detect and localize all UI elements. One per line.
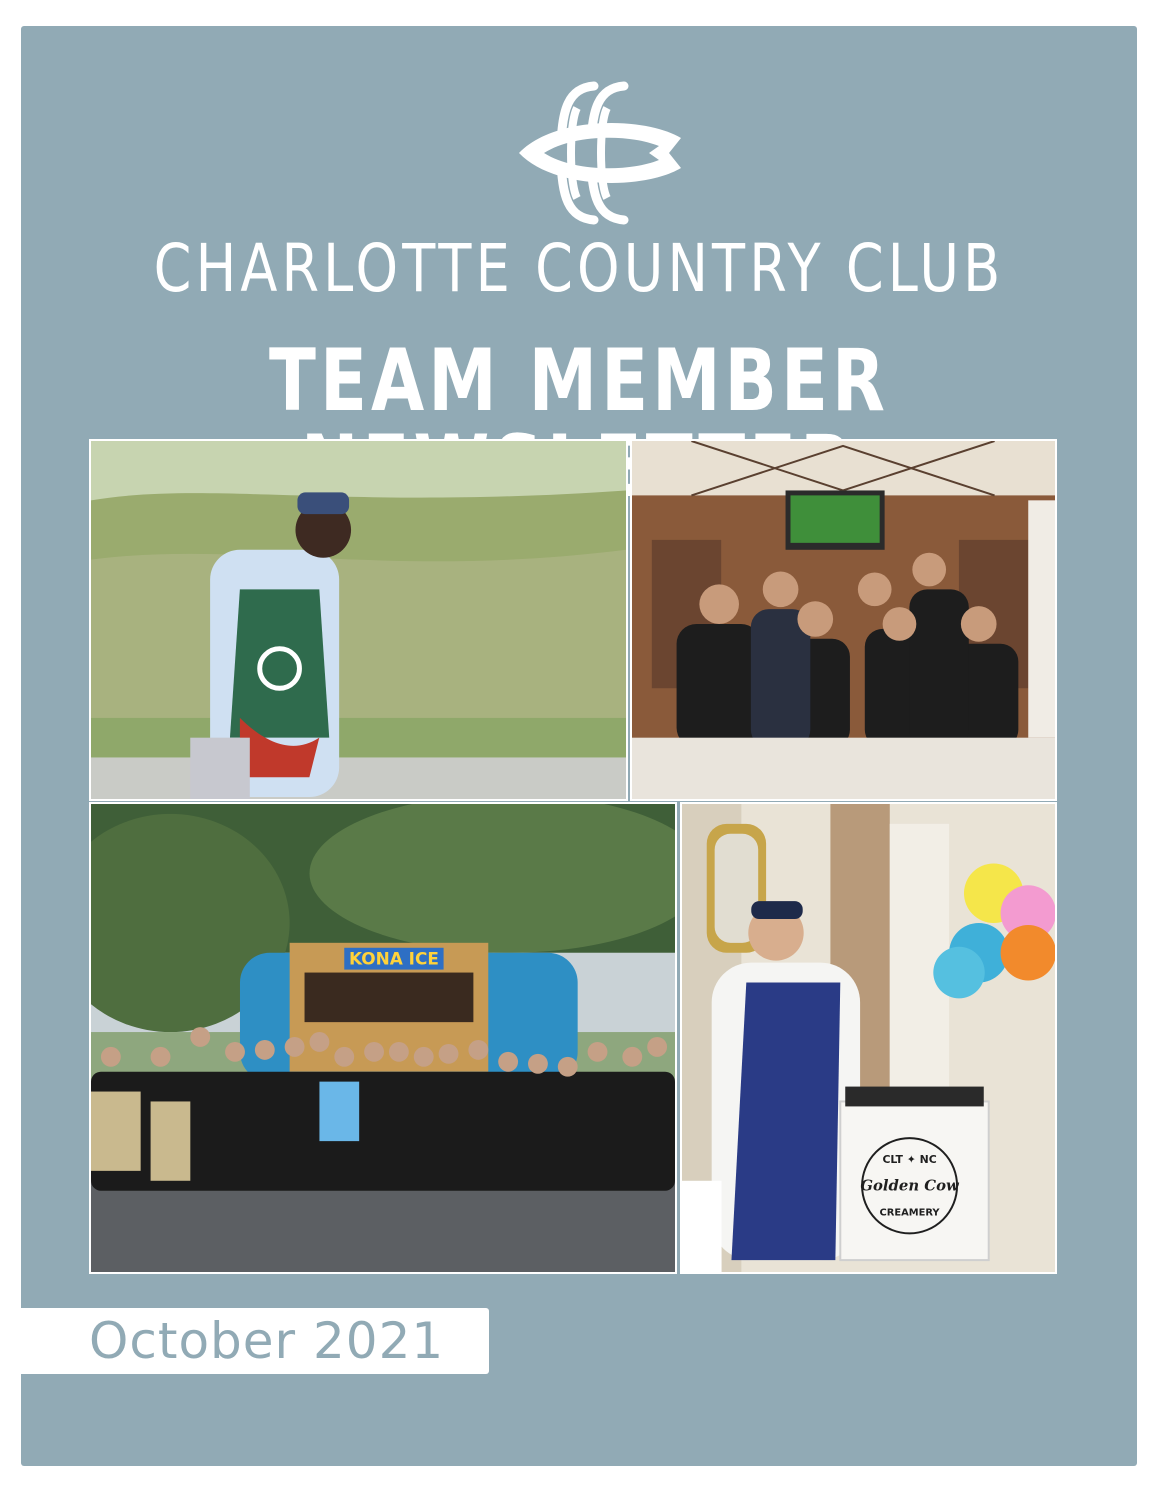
date-banner	[21, 1308, 489, 1374]
newsletter-title: TEAM MEMBER	[269, 331, 889, 431]
chef-photo	[680, 802, 1057, 1274]
cover-page	[21, 26, 1137, 1466]
truck-sign: KONA ICE	[348, 948, 439, 969]
bar-staff-photo	[630, 439, 1057, 801]
caddie-photo	[89, 439, 628, 801]
cc-monogram-logo-icon	[499, 78, 699, 228]
issue-date: October 2021	[89, 1312, 445, 1370]
club-name: CHARLOTTE COUNTRY CLUB	[153, 230, 1005, 307]
cart-logo-top: CLT ✦ NC	[882, 1152, 937, 1166]
cart-logo-main: Golden Cow	[860, 1176, 959, 1195]
cart-logo-bottom: CREAMERY	[879, 1207, 940, 1219]
kona-ice-team-photo	[89, 802, 677, 1274]
